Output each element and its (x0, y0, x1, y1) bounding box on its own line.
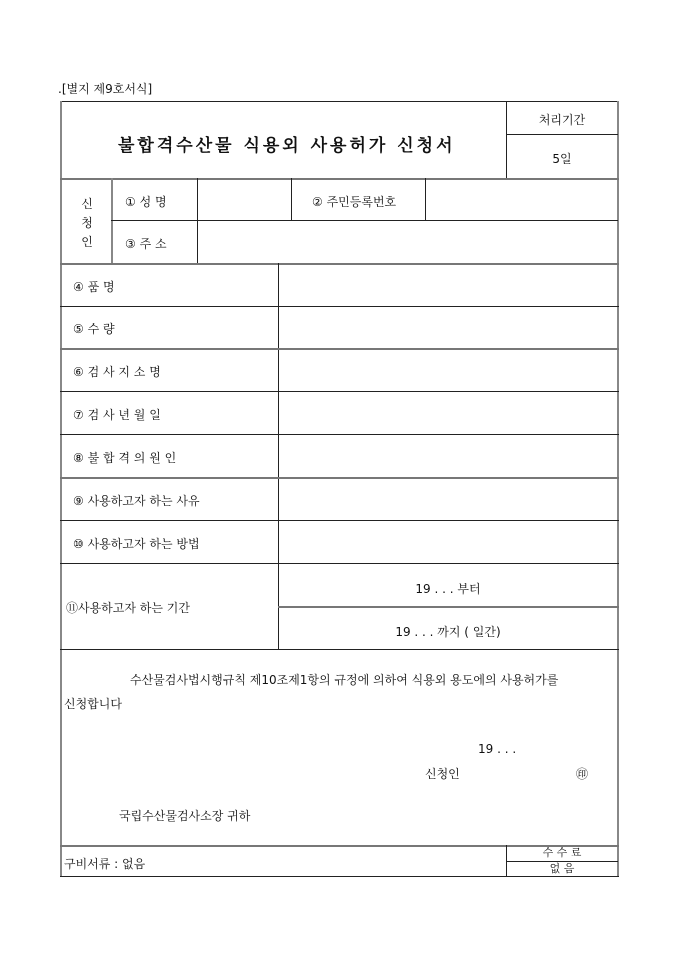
name-label: ① 성 명 (125, 195, 167, 209)
quantity-field[interactable] (282, 311, 614, 345)
inspection-date-field[interactable] (282, 396, 614, 430)
resident-number-label: ② 주민등록번호 (312, 195, 397, 209)
inspection-office-label: ⑥ 검 사 지 소 명 (73, 365, 161, 379)
divider (60, 178, 619, 180)
resident-number-field[interactable] (428, 184, 614, 218)
divider (60, 263, 619, 265)
divider (60, 348, 619, 350)
application-date[interactable]: 19 . . . (478, 742, 517, 756)
usage-period-to[interactable]: 19 . . . 까지 ( 일간) (395, 625, 501, 639)
usage-period-label: ⑪사용하고자 하는 기간 (66, 601, 190, 615)
page-title: 불합격수산물 식용외 사용허가 신청서 (118, 136, 456, 156)
inspection-date-label: ⑦ 검 사 년 월 일 (73, 408, 161, 422)
inspection-office-field[interactable] (282, 353, 614, 387)
address-label: ③ 주 소 (125, 237, 167, 251)
divider (60, 649, 619, 650)
usage-method-label: ⑩ 사용하고자 하는 방법 (73, 537, 200, 551)
fee-value: 없 음 (549, 862, 575, 875)
form-number-tag: .[별지 제9호서식] (58, 82, 153, 96)
statement-line-1: 수산물검사법시행규칙 제10조제1항의 규정에 의하여 식용외 용도에의 사용허가를 (130, 673, 559, 687)
divider (60, 563, 619, 564)
divider (60, 434, 619, 435)
usage-reason-label: ⑨ 사용하고자 하는 사유 (73, 494, 200, 508)
seal-icon[interactable]: ㊞ (576, 767, 589, 781)
item-name-field[interactable] (282, 268, 614, 302)
applicant-section-label: 신 청 인 (81, 197, 93, 249)
divider (425, 178, 426, 220)
divider (111, 220, 618, 221)
processing-period-label: 처리기간 (538, 113, 586, 127)
recipient: 국립수산물검사소장 귀하 (119, 809, 251, 823)
applicant-signature-label: 신청인 (425, 767, 460, 781)
fee-label: 수 수 료 (542, 846, 582, 859)
usage-reason-field[interactable] (282, 482, 614, 516)
address-field[interactable] (200, 225, 614, 259)
quantity-label: ⑤ 수 량 (73, 322, 115, 336)
divider (506, 134, 618, 135)
divider (60, 477, 619, 479)
border-bottom (60, 876, 619, 877)
rejection-reason-label: ⑧ 불 합 격 의 원 인 (73, 451, 177, 465)
divider (60, 391, 619, 392)
usage-method-field[interactable] (282, 525, 614, 559)
divider (291, 178, 292, 220)
item-name-label: ④ 품 명 (73, 280, 115, 294)
usage-period-from[interactable]: 19 . . . 부터 (415, 582, 481, 596)
border-top (60, 101, 619, 102)
divider (60, 520, 619, 521)
divider (60, 306, 619, 307)
border-right (617, 101, 619, 877)
processing-period-value: 5일 (552, 152, 572, 166)
name-field[interactable] (200, 184, 288, 218)
statement-line-2: 신청합니다 (64, 697, 122, 711)
required-documents: 구비서류 : 없음 (64, 857, 146, 871)
divider (278, 606, 619, 608)
rejection-reason-field[interactable] (282, 439, 614, 473)
